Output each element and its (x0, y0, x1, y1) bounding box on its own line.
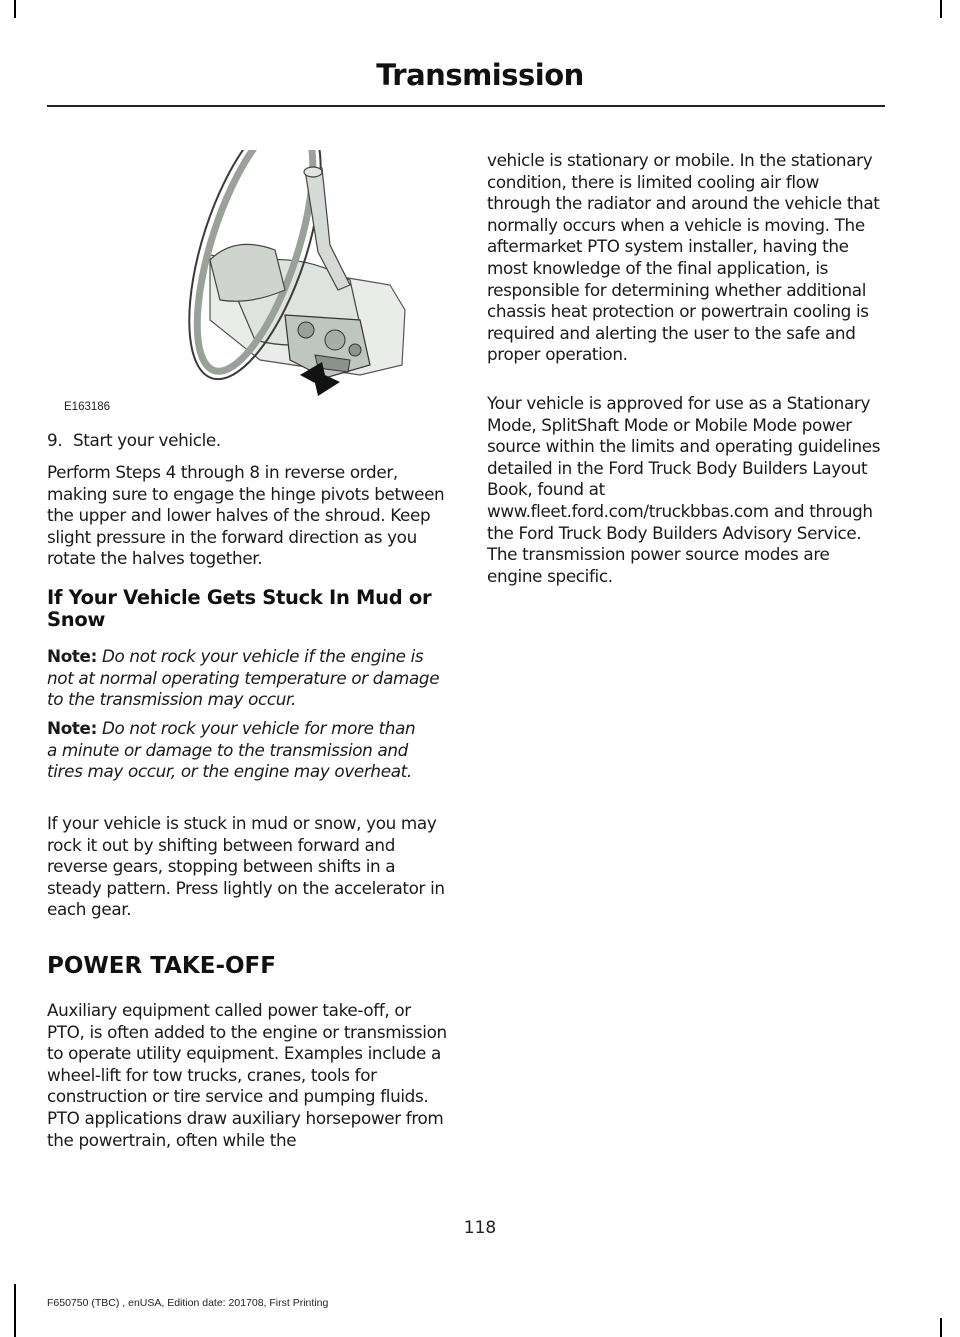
page-title: Transmission (376, 58, 584, 92)
paragraph-reverse-steps: Perform Steps 4 through 8 in reverse order, making sure to engage the hinge pivots between the upper and lower halves of the shroud. Keep slight pressure in the forward direction as you rotate the halves together. (47, 462, 445, 569)
step-item (47, 430, 447, 452)
paragraph-pto-cooling: vehicle is stationary or mobile. In the stationary condition, there is limited cooling air flow through the radiator and around the vehicle that normally occurs when a vehicle is moving. The aftermarket PTO system installer, having the most knowledge of the final application, is responsible for determining whether additional chassis heat protection or powertrain cooling is required and alerting the user to the safe and proper operation. (487, 150, 880, 365)
paragraph-pto-intro: Auxiliary equipment called power take-off, or PTO, is often added to the engine or transmission to operate utility equipment. Examples include a wheel-lift for tow trucks, cranes, tools for construction or tire service and pumping fluids. PTO applications draw auxiliary horsepower from the powertrain, often while the (47, 1000, 447, 1150)
note-text: Do not rock your vehicle for more than a minute or damage to the transmission and tires may occur, or the engine may overheat. (47, 718, 416, 782)
note-rock-duration (47, 718, 427, 783)
note-engine-temp (47, 646, 447, 711)
crop-mark-top-right-v (940, 0, 942, 18)
figure-id: E163186 (64, 401, 111, 413)
crop-mark-bottom-left-v (14, 1284, 16, 1337)
crop-mark-top-left-v (14, 0, 16, 18)
steering-column-illustration-icon (60, 150, 440, 420)
page-number: 118 (463, 1218, 497, 1238)
subheading-stuck: If Your Vehicle Gets Stuck In Mud or Snow (47, 586, 432, 631)
footer-edition: F650750 (TBC) , enUSA, Edition date: 201708, First Printing (47, 1297, 329, 1309)
note-text: Do not rock your vehicle if the engine is not at normal operating temperature or damage to the transmission may occur. (47, 646, 440, 710)
step-number: 9. (47, 430, 63, 450)
section-heading-pto: POWER TAKE-OFF (47, 953, 276, 979)
paragraph-pto-modes: Your vehicle is approved for use as a Stationary Mode, SplitShaft Mode or Mobile Mode power source within the limits and operating guidelines detailed in the Ford Truck Body Builders Layout Book, found at www.fleet.ford.com/truckbbas.com and through the Ford Truck Body Builders Advisory Service. The transmission power source modes are engine specific. (487, 393, 881, 586)
note-label: Note: (47, 646, 97, 666)
title-rule (47, 105, 885, 107)
note-label: Note: (47, 718, 97, 738)
crop-mark-bottom-right-v (940, 1318, 942, 1337)
paragraph-rocking: If your vehicle is stuck in mud or snow, you may rock it out by shifting between forward and reverse gears, stopping between shifts in a steady pattern. Press lightly on the accelerator in each gear. (47, 813, 445, 920)
step-text: Start your vehicle. (73, 430, 221, 450)
